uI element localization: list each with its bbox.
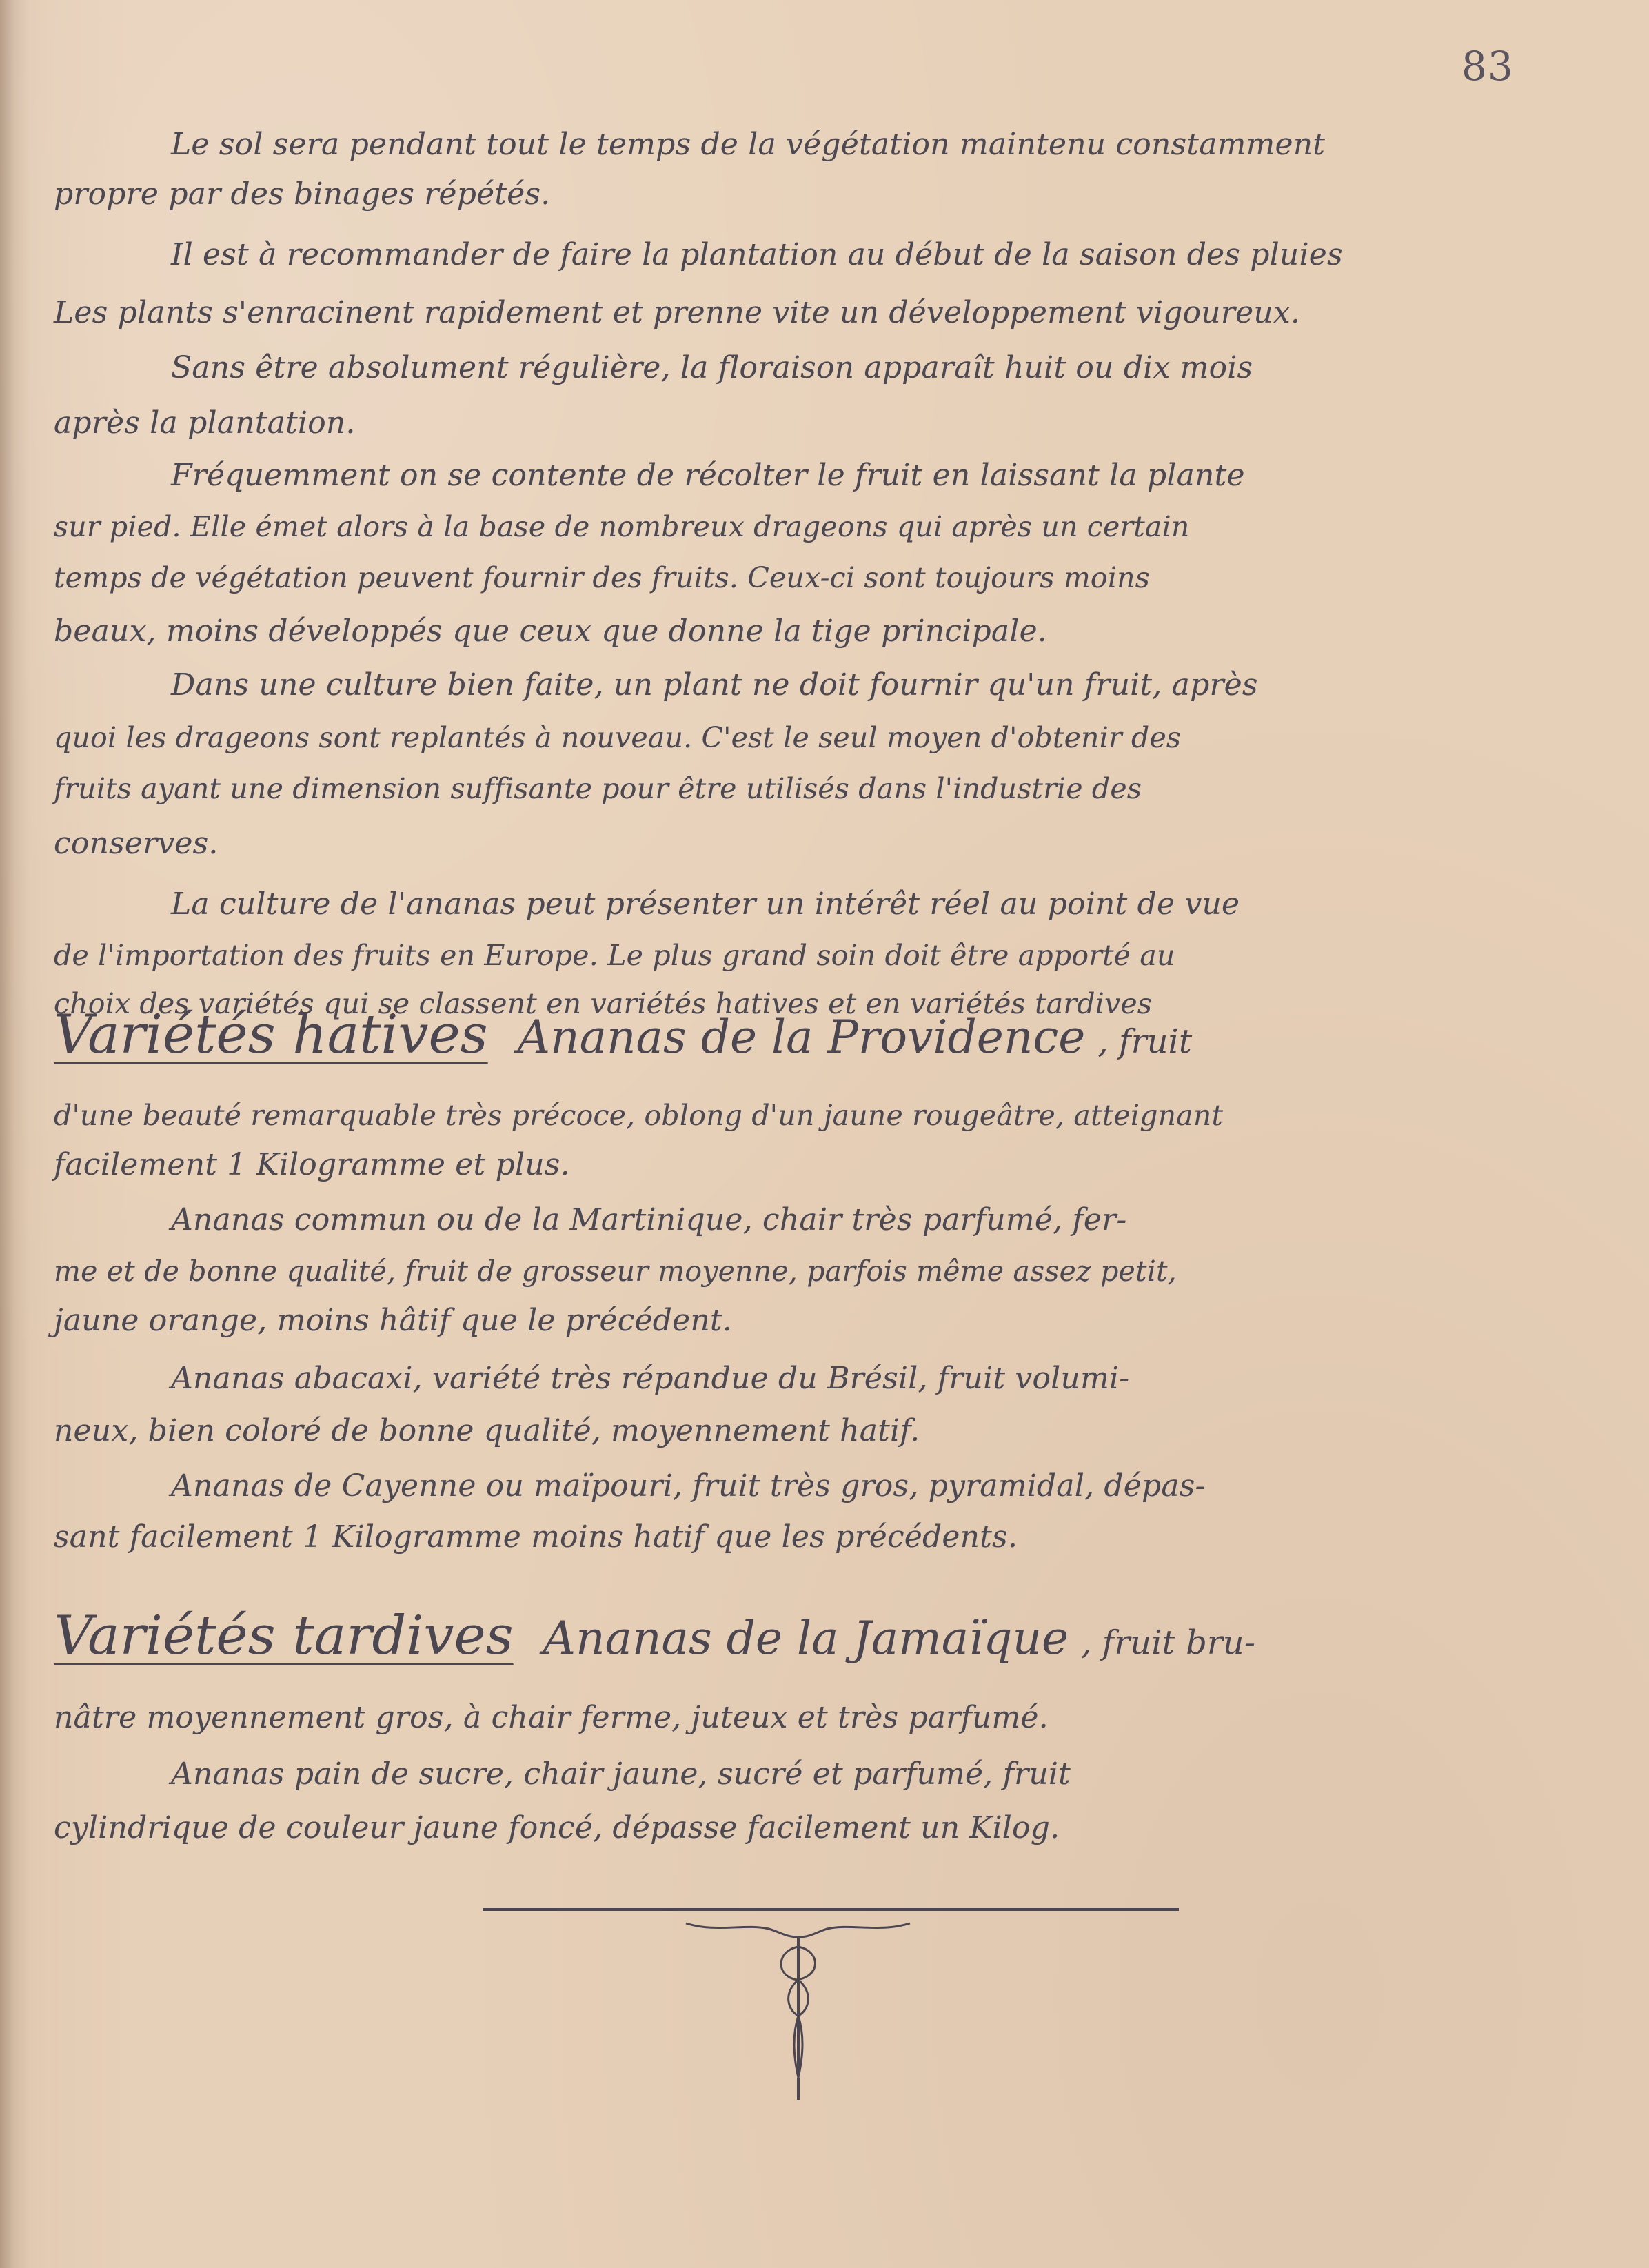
paragraph-line: Il est à recommander de faire la plantation au début de la saison des pluies [171, 237, 1343, 272]
section-line: Ananas pain de sucre, chair jaune, sucré et parfumé, fruit [171, 1756, 1071, 1792]
paragraph-line: sur pied. Elle émet alors à la base de nombreux drageons qui après un certain [54, 510, 1190, 543]
section-line: Ananas commun ou de la Martinique, chair très parfumé, fer- [171, 1202, 1127, 1237]
section-heading-label: Variétés tardives [54, 1605, 514, 1667]
paragraph-line: Fréquemment on se contente de récolter le fruit en laissant la plante [171, 458, 1245, 493]
section-heading-subtitle: Ananas de la Providence [517, 1011, 1086, 1064]
section-heading-text: , fruit bru- [1081, 1623, 1255, 1662]
paragraph-line: La culture de l'ananas peut présenter un intérêt réel au point de vue [171, 887, 1240, 922]
section-line: d'une beauté remarquable très précoce, oblong d'un jaune rougeâtre, atteignant [54, 1099, 1224, 1132]
section-heading-late [54, 1605, 1255, 1667]
paragraph-line: Les plants s'enracinent rapidement et prenne vite un développement vigoureux. [54, 295, 1301, 330]
paragraph-line: après la plantation. [54, 405, 356, 441]
section-heading-text: , fruit [1097, 1022, 1193, 1061]
binding-shadow [0, 0, 29, 2268]
section-line: sant facilement 1 Kilogramme moins hatif que les précédents. [54, 1519, 1018, 1555]
section-line: me et de bonne qualité, fruit de grosseur moyenne, parfois même assez petit, [54, 1255, 1177, 1288]
section-line: jaune orange, moins hâtif que le précédent. [54, 1303, 732, 1338]
section-heading-subtitle: Ananas de la Jamaïque [543, 1612, 1069, 1665]
section-line: Ananas de Cayenne ou maïpouri, fruit très gros, pyramidal, dépas- [171, 1468, 1206, 1503]
section-line: facilement 1 Kilogramme et plus. [54, 1147, 570, 1182]
paragraph-line: temps de végétation peuvent fournir des fruits. Ceux-ci sont toujours moins [54, 561, 1150, 594]
paragraph-line: propre par des binages répétés. [54, 176, 551, 212]
paragraph-line: quoi les drageons sont replantés à nouveau. C'est le seul moyen d'obtenir des [54, 721, 1182, 754]
paragraph-line: beaux, moins développés que ceux que donne la tige principale. [54, 614, 1048, 649]
paragraph-line: Dans une culture bien faite, un plant ne doit fournir qu'un fruit, après [171, 667, 1258, 702]
paragraph-line: de l'importation des fruits en Europe. Le plus grand soin doit être apporté au [54, 939, 1175, 972]
paragraph-line: choix des variétés qui se classent en variétés hatives et en variétés tardives [54, 987, 1153, 1020]
paragraph-line: fruits ayant une dimension suffisante pour être utilisés dans l'industrie des [54, 772, 1142, 805]
paragraph-line: conserves. [54, 826, 219, 861]
section-heading-label: Variétés hatives [54, 1004, 488, 1066]
section-line: cylindrique de couleur jaune foncé, dépasse facilement un Kilog. [54, 1810, 1060, 1845]
section-heading-early [54, 1004, 1193, 1066]
paragraph-line: Sans être absolument régulière, la floraison apparaît huit ou dix mois [171, 350, 1253, 385]
section-line: nâtre moyennement gros, à chair ferme, juteux et très parfumé. [54, 1700, 1049, 1735]
page-number: 83 [1461, 43, 1514, 90]
section-line: Ananas abacaxi, variété très répandue du Brésil, fruit volumi- [171, 1361, 1130, 1396]
section-line: neux, bien coloré de bonne qualité, moyennement hatif. [54, 1413, 920, 1448]
paragraph-line: Le sol sera pendant tout le temps de la végétation maintenu constamment [171, 127, 1326, 162]
